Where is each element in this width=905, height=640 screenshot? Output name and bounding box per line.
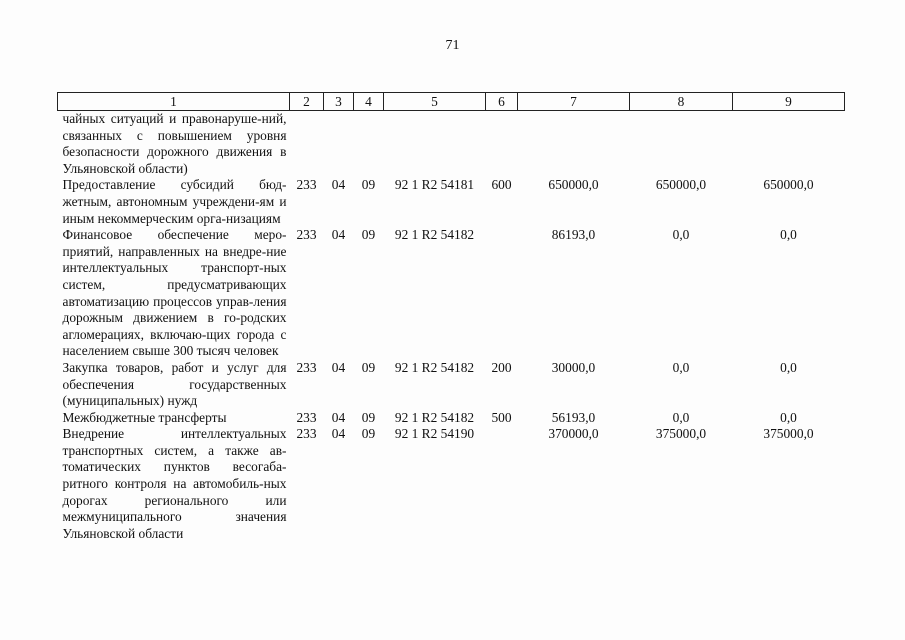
row-name: Внедрение интеллектуальных транспортных систем, а также ав-томатических пунктов весогаба-ритного контроля на автомобиль-ных дорогах регионального или межмуниципального значения Ульяновской области — [62, 426, 287, 541]
row-col6 — [486, 227, 518, 360]
row-col8: 0,0 — [672, 409, 690, 425]
row-col9: 0,0 — [780, 359, 797, 375]
row-col8: 650000,0 — [655, 177, 707, 193]
column-header-6: 6 — [486, 93, 518, 111]
row-col9: 650000,0 — [763, 177, 814, 193]
row-col9 — [733, 111, 845, 178]
row-name: Предоставление субсидий бюд-жетным, автономным учреждени-ям и иным некоммерческим орга-низациям — [62, 177, 287, 226]
table-row — [58, 410, 845, 427]
row-col8: 0,0 — [672, 227, 690, 243]
row-col7: 650000,0 — [548, 177, 599, 193]
page-number: 71 — [445, 38, 460, 53]
column-header-7: 7 — [518, 93, 630, 111]
row-col4: 09 — [361, 177, 376, 193]
column-header-9: 9 — [733, 93, 845, 111]
row-col4: 09 — [361, 227, 376, 243]
row-col2: 233 — [296, 409, 317, 425]
row-col6: 600 — [491, 177, 512, 193]
row-col3: 04 — [331, 177, 346, 193]
row-col4 — [354, 111, 384, 178]
row-col5: 92 1 R2 54182 — [394, 227, 475, 243]
row-col6: 200 — [491, 359, 512, 375]
row-col2: 233 — [296, 177, 317, 193]
row-col6 — [486, 111, 518, 178]
column-header-1: 1 — [58, 93, 290, 111]
row-col7: 56193,0 — [551, 409, 596, 425]
row-name: Закупка товаров, работ и услуг для обеспечения государственных (муниципальных) нужд — [62, 359, 287, 409]
row-col8: 0,0 — [672, 359, 690, 375]
row-col2: 233 — [296, 426, 317, 442]
row-col9: 0,0 — [780, 227, 797, 243]
column-header-3: 3 — [324, 93, 354, 111]
column-header-5: 5 — [384, 93, 486, 111]
row-col7 — [518, 111, 630, 178]
table-row — [58, 177, 845, 227]
row-col7: 370000,0 — [548, 426, 599, 442]
row-col9: 375000,0 — [763, 426, 814, 442]
row-col6: 500 — [491, 409, 512, 425]
row-col4: 09 — [361, 426, 376, 442]
row-col5: 92 1 R2 54190 — [394, 426, 475, 442]
row-col4: 09 — [361, 409, 376, 425]
row-col4: 09 — [361, 359, 376, 375]
table-header-row — [58, 93, 845, 111]
row-name: Межбюджетные трансферты — [62, 409, 227, 425]
row-col8 — [630, 111, 733, 178]
row-col8: 375000,0 — [655, 426, 707, 442]
row-col9: 0,0 — [780, 409, 797, 425]
table-row — [58, 426, 845, 542]
column-header-8: 8 — [630, 93, 733, 111]
row-col6 — [486, 426, 518, 542]
column-header-4: 4 — [354, 93, 384, 111]
row-col5 — [384, 111, 486, 178]
table-row — [58, 227, 845, 360]
row-col5: 92 1 R2 54181 — [394, 177, 475, 193]
row-col3: 04 — [331, 359, 346, 375]
row-col5: 92 1 R2 54182 — [394, 359, 475, 375]
row-col3: 04 — [331, 227, 346, 243]
row-col2 — [290, 111, 324, 178]
row-col3 — [324, 111, 354, 178]
table-row — [58, 111, 845, 178]
column-header-2: 2 — [290, 93, 324, 111]
row-col7: 30000,0 — [551, 359, 596, 375]
row-col3: 04 — [331, 409, 346, 425]
row-name: чайных ситуаций и правонаруше-ний, связанных с повышением уровня безопасности дорожного движения в Ульяновской области) — [62, 111, 287, 176]
budget-table — [57, 92, 845, 542]
row-col5: 92 1 R2 54182 — [394, 409, 475, 425]
row-col2: 233 — [296, 359, 317, 375]
row-col7: 86193,0 — [551, 227, 596, 243]
row-col2: 233 — [296, 227, 317, 243]
row-name: Финансовое обеспечение меро-приятий, направленных на внедре-ние интеллектуальных транспорт-ных систем, предусматривающих автоматизацию процессов управ-ления дорожным движением в го-родских агломерациях, включаю-щих города с населением свыше 300 тысяч человек — [62, 227, 287, 359]
table-row — [58, 360, 845, 410]
row-col3: 04 — [331, 426, 346, 442]
